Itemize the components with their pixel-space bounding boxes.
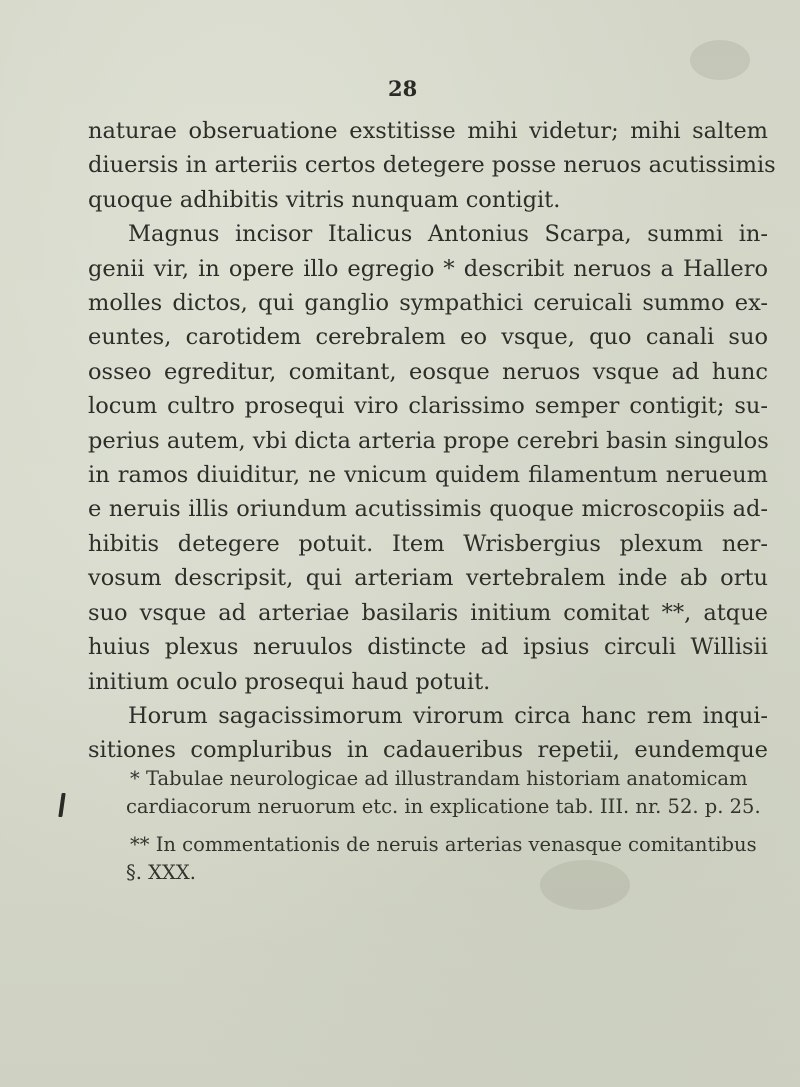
text-line: quoque adhibitis vitris nunquam contigit. [88, 186, 561, 213]
text-line: huius plexus neruulos distincte ad ipsius circuli Willisii [88, 634, 768, 661]
text-line: locum cultro prosequi viro clarissimo semper contigit; su- [88, 393, 768, 420]
footnote-line: §. XXX. [126, 861, 196, 884]
footnote-line: ** In commentationis de neruis arterias venasque comitantibus [130, 833, 757, 856]
paper-stain [690, 40, 750, 80]
text-line: suo vsque ad arteriae basilaris initium comitat **, atque [88, 599, 768, 626]
ink-mark [58, 793, 65, 817]
text-line: e neruis illis oriundum acutissimis quoque microscopiis ad- [88, 496, 768, 523]
page-number: 28 [388, 76, 418, 101]
text-line: euntes, carotidem cerebralem eo vsque, quo canali suo [88, 324, 768, 351]
text-line: osseo egreditur, comitant, eosque neruos vsque ad hunc [88, 358, 768, 385]
text-line: initium oculo prosequi haud potuit. [88, 668, 491, 695]
text-line: perius autem, vbi dicta arteria prope cerebri basin singulos [88, 427, 769, 454]
main-text [88, 114, 776, 768]
text-line: naturae obseruatione exstitisse mihi videtur; mihi saltem [88, 118, 768, 144]
text-line: genii vir, in opere illo egregio * describit neruos a Hallero [88, 255, 768, 282]
text-line: molles dictos, qui ganglio sympathici ceruicali summo ex- [88, 290, 768, 317]
footnote-line: * Tabulae neurologicae ad illustrandam historiam anatomicam [130, 767, 748, 790]
footnotes [88, 765, 768, 887]
text-line: vosum descripsit, qui arteriam vertebralem inde ab ortu [88, 565, 768, 592]
text-line: hibitis detegere potuit. Item Wrisbergius plexum ner- [88, 530, 768, 557]
text-line: in ramos diuiditur, ne vnicum quidem filamentum nerueum [88, 462, 768, 489]
text-line: sitiones compluribus in cadaueribus repetii, eundemque [88, 737, 768, 764]
footnote-line: cardiacorum neruorum etc. in explicatione tab. III. nr. 52. p. 25. [126, 795, 761, 818]
text-line: diuersis in arteriis certos detegere posse neruos acutissimis [88, 152, 776, 179]
text-line: Horum sagacissimorum virorum circa hanc rem inqui- [128, 702, 768, 729]
text-line: Magnus incisor Italicus Antonius Scarpa, summi in- [128, 221, 768, 248]
